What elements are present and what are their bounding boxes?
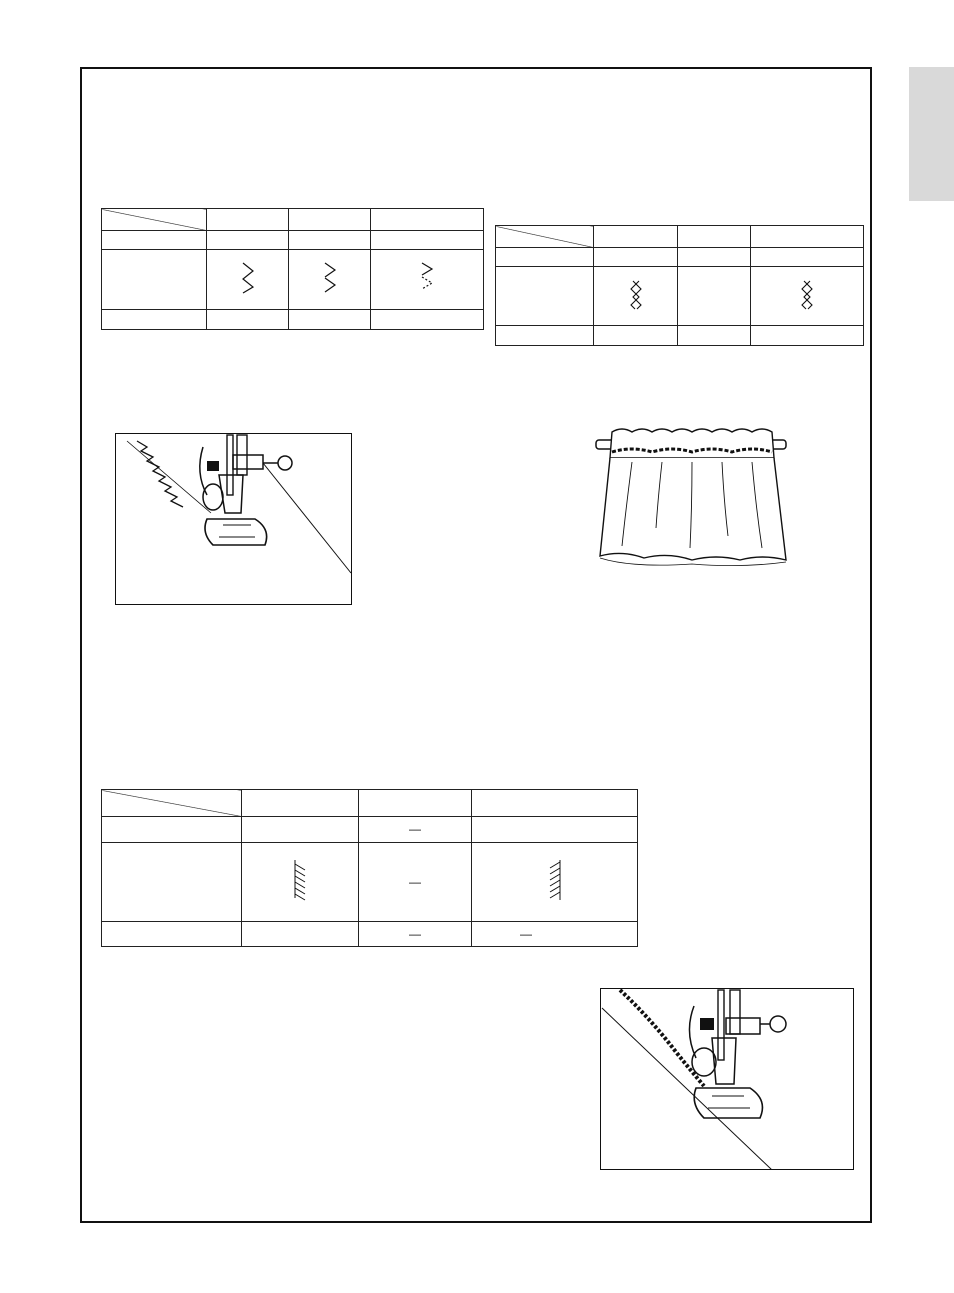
stitch-table-b <box>495 225 864 346</box>
gathered-curtain-illustration <box>592 418 792 578</box>
satin-stitch-icon <box>289 858 311 904</box>
cross-stitch-icon <box>796 279 818 311</box>
zigzag-icon <box>317 261 343 295</box>
presser-foot-zigzag-illustration <box>115 433 352 605</box>
zigzag-icon <box>235 261 261 295</box>
side-tab <box>909 67 954 201</box>
zigzag-icon <box>414 261 440 295</box>
dash-mark: — <box>409 874 421 889</box>
satin-stitch-icon <box>544 858 566 904</box>
dash-mark: — <box>409 926 421 941</box>
table-header-corner <box>102 209 207 231</box>
table-header-corner <box>496 226 594 248</box>
cross-stitch-icon <box>625 279 647 311</box>
stitch-table-c <box>101 789 638 947</box>
presser-foot-cording-illustration <box>600 988 854 1170</box>
dash-mark: — <box>520 926 532 941</box>
dash-mark: — <box>409 822 421 836</box>
stitch-table-a <box>101 208 484 330</box>
table-header-corner <box>102 790 242 817</box>
